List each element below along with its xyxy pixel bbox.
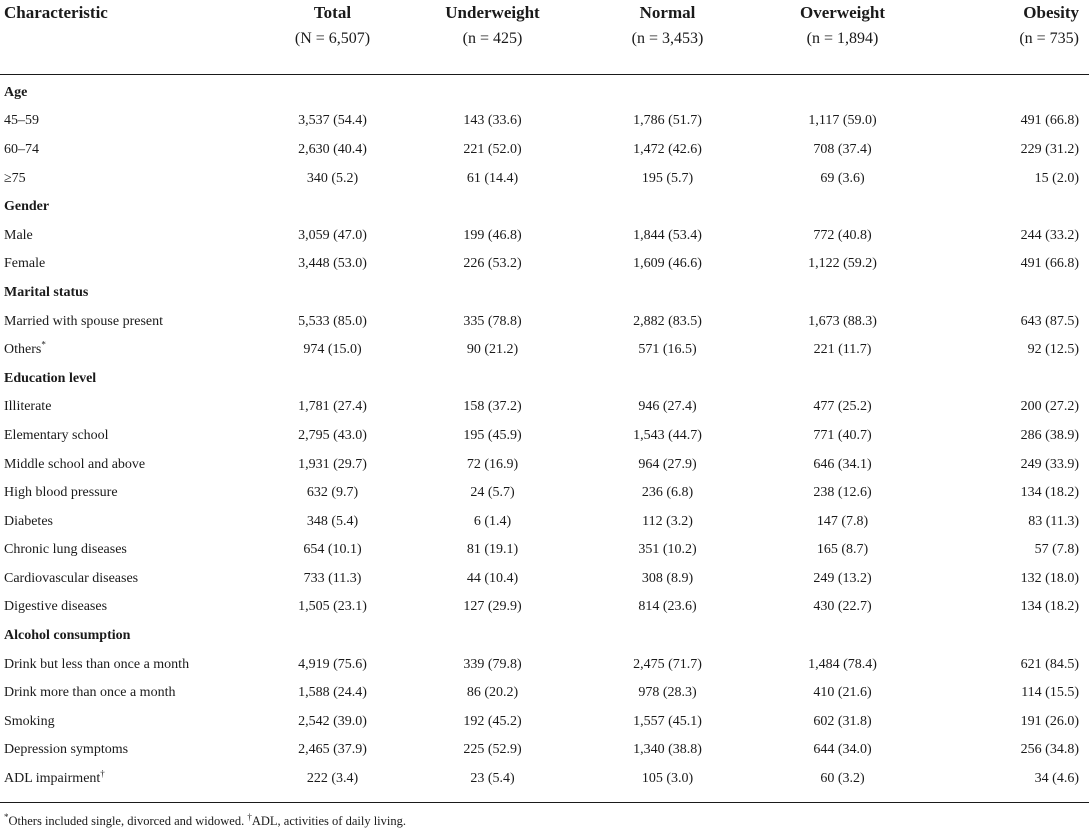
value-cell: 86 (20.2) bbox=[466, 685, 519, 701]
value-cell: 72 (16.9) bbox=[466, 456, 519, 472]
row-label-text: Chronic lung diseases bbox=[4, 542, 127, 558]
row-label bbox=[0, 650, 260, 679]
value-cell: 191 (26.0) bbox=[1020, 713, 1079, 729]
value-cell: 222 (3.4) bbox=[306, 771, 359, 787]
row-label-text: ADL impairment bbox=[4, 771, 101, 787]
row-label bbox=[0, 450, 260, 479]
row-label-text: Married with spouse present bbox=[4, 313, 164, 329]
value-cell: 236 (6.8) bbox=[641, 485, 694, 501]
row-label bbox=[0, 107, 260, 136]
row-label bbox=[0, 536, 260, 565]
value-cell: 1,588 (24.4) bbox=[298, 685, 367, 701]
row-label-text: Smoking bbox=[4, 713, 55, 729]
value-cell bbox=[405, 193, 580, 222]
row-label bbox=[0, 593, 260, 622]
value-cell: 4,919 (75.6) bbox=[298, 656, 367, 672]
value-cell: 632 (9.7) bbox=[306, 485, 359, 501]
value-cell: 114 (15.5) bbox=[1021, 685, 1079, 701]
value-cell: 1,786 (51.7) bbox=[633, 113, 702, 129]
value-cell: 1,781 (27.4) bbox=[298, 399, 367, 415]
table-row bbox=[0, 164, 1089, 193]
header-count: (n = 735) bbox=[1019, 30, 1079, 47]
value-cell: 147 (7.8) bbox=[816, 513, 869, 529]
row-label-text: Drink but less than once a month bbox=[4, 656, 190, 672]
value-cell: 256 (34.8) bbox=[1020, 742, 1079, 758]
row-label bbox=[0, 221, 260, 250]
value-cell: 491 (66.8) bbox=[1020, 256, 1079, 272]
value-cell: 3,448 (53.0) bbox=[298, 256, 367, 272]
value-cell bbox=[405, 622, 580, 651]
value-cell bbox=[260, 364, 405, 393]
value-cell: 221 (11.7) bbox=[813, 342, 872, 358]
value-cell: 1,484 (78.4) bbox=[808, 656, 877, 672]
table-row bbox=[0, 136, 1089, 165]
table-row bbox=[0, 107, 1089, 136]
value-cell: 477 (25.2) bbox=[813, 399, 872, 415]
table-row bbox=[0, 736, 1089, 765]
table-row bbox=[0, 450, 1089, 479]
value-cell bbox=[755, 279, 930, 308]
value-cell bbox=[930, 364, 1089, 393]
table-row bbox=[0, 393, 1089, 422]
value-cell: 602 (31.8) bbox=[813, 713, 872, 729]
value-cell: 1,844 (53.4) bbox=[633, 227, 702, 243]
header-row bbox=[0, 0, 1089, 74]
value-cell: 351 (10.2) bbox=[638, 542, 697, 558]
value-cell bbox=[260, 622, 405, 651]
section-row bbox=[0, 364, 1089, 393]
value-cell: 772 (40.8) bbox=[813, 227, 872, 243]
value-cell: 83 (11.3) bbox=[1028, 513, 1079, 529]
section-heading bbox=[0, 74, 260, 107]
row-label-text: Gender bbox=[4, 199, 50, 215]
table-row bbox=[0, 336, 1089, 365]
row-label-text: Age bbox=[4, 84, 28, 100]
value-cell: 571 (16.5) bbox=[638, 342, 697, 358]
row-label bbox=[0, 393, 260, 422]
value-cell: 90 (21.2) bbox=[466, 342, 519, 358]
table-row bbox=[0, 679, 1089, 708]
value-cell: 308 (8.9) bbox=[641, 570, 694, 586]
value-cell: 105 (3.0) bbox=[641, 771, 694, 787]
table-row bbox=[0, 221, 1089, 250]
header-count: (N = 6,507) bbox=[294, 30, 371, 47]
footnote-marker: † bbox=[100, 768, 105, 779]
value-cell: 134 (18.2) bbox=[1020, 599, 1079, 615]
value-cell: 814 (23.6) bbox=[638, 599, 697, 615]
table-body bbox=[0, 74, 1089, 793]
value-cell: 1,340 (38.8) bbox=[633, 742, 702, 758]
table-row bbox=[0, 507, 1089, 536]
row-label-text: 60–74 bbox=[4, 141, 39, 157]
row-label-text: Marital status bbox=[4, 284, 89, 300]
value-cell: 1,673 (88.3) bbox=[808, 313, 877, 329]
value-cell: 200 (27.2) bbox=[1020, 399, 1079, 415]
value-cell: 646 (34.1) bbox=[813, 456, 872, 472]
value-cell: 15 (2.0) bbox=[1034, 170, 1079, 186]
value-cell: 69 (3.6) bbox=[820, 170, 865, 186]
value-cell: 221 (52.0) bbox=[463, 141, 522, 157]
value-cell: 158 (37.2) bbox=[463, 399, 522, 415]
value-cell: 165 (8.7) bbox=[816, 542, 869, 558]
row-label-text: Alcohol consumption bbox=[4, 628, 131, 644]
value-cell: 339 (79.8) bbox=[463, 656, 522, 672]
value-cell: 134 (18.2) bbox=[1020, 485, 1079, 501]
section-row bbox=[0, 279, 1089, 308]
value-cell: 249 (13.2) bbox=[813, 570, 872, 586]
section-row bbox=[0, 193, 1089, 222]
table-row bbox=[0, 250, 1089, 279]
value-cell: 244 (33.2) bbox=[1020, 227, 1079, 243]
value-cell: 1,117 (59.0) bbox=[808, 113, 877, 129]
row-label-text: Middle school and above bbox=[4, 456, 146, 472]
row-label-text: Others bbox=[4, 342, 42, 358]
value-cell: 60 (3.2) bbox=[820, 771, 865, 787]
value-cell: 1,505 (23.1) bbox=[298, 599, 367, 615]
value-cell: 733 (11.3) bbox=[303, 570, 362, 586]
row-label-text: Digestive diseases bbox=[4, 599, 108, 615]
row-label-text: Female bbox=[4, 256, 46, 272]
section-heading bbox=[0, 279, 260, 308]
value-cell bbox=[930, 193, 1089, 222]
value-cell: 57 (7.8) bbox=[1034, 542, 1079, 558]
value-cell: 491 (66.8) bbox=[1020, 113, 1079, 129]
value-cell: 2,475 (71.7) bbox=[633, 656, 702, 672]
value-cell bbox=[580, 279, 755, 308]
value-cell: 225 (52.9) bbox=[463, 742, 522, 758]
table-footnote bbox=[4, 813, 406, 829]
value-cell: 44 (10.4) bbox=[466, 570, 519, 586]
header-title: Overweight bbox=[800, 3, 885, 22]
value-cell: 229 (31.2) bbox=[1020, 141, 1079, 157]
value-cell: 964 (27.9) bbox=[638, 456, 697, 472]
table-bottom-rule bbox=[0, 802, 1089, 803]
value-cell: 92 (12.5) bbox=[1027, 342, 1079, 358]
row-label bbox=[0, 708, 260, 737]
header-count: (n = 1,894) bbox=[806, 30, 879, 47]
value-cell: 34 (4.6) bbox=[1034, 771, 1079, 787]
value-cell bbox=[755, 193, 930, 222]
table-row bbox=[0, 479, 1089, 508]
value-cell: 249 (33.9) bbox=[1020, 456, 1079, 472]
value-cell: 226 (53.2) bbox=[463, 256, 522, 272]
value-cell: 2,795 (43.0) bbox=[298, 427, 367, 443]
value-cell bbox=[580, 622, 755, 651]
header-total bbox=[260, 0, 405, 74]
section-heading bbox=[0, 193, 260, 222]
row-label bbox=[0, 164, 260, 193]
value-cell bbox=[405, 364, 580, 393]
value-cell: 195 (45.9) bbox=[463, 427, 522, 443]
header-title: Characteristic bbox=[4, 3, 108, 22]
value-cell: 1,609 (46.6) bbox=[633, 256, 702, 272]
value-cell: 132 (18.0) bbox=[1020, 570, 1079, 586]
value-cell: 1,557 (45.1) bbox=[633, 713, 702, 729]
value-cell: 3,059 (47.0) bbox=[298, 227, 367, 243]
row-label bbox=[0, 736, 260, 765]
row-label-text: Male bbox=[4, 227, 33, 243]
row-label-text: Illiterate bbox=[4, 399, 52, 415]
value-cell: 708 (37.4) bbox=[813, 141, 872, 157]
table-row bbox=[0, 593, 1089, 622]
row-label bbox=[0, 422, 260, 451]
table-header bbox=[0, 0, 1089, 74]
value-cell: 1,543 (44.7) bbox=[633, 427, 702, 443]
table-row bbox=[0, 765, 1089, 794]
row-label-text: Diabetes bbox=[4, 513, 53, 529]
row-label bbox=[0, 136, 260, 165]
value-cell bbox=[260, 279, 405, 308]
row-label-text: ≥75 bbox=[4, 170, 26, 186]
row-label-text: 45–59 bbox=[4, 113, 39, 129]
value-cell: 2,542 (39.0) bbox=[298, 713, 367, 729]
header-obesity bbox=[930, 0, 1089, 74]
header-title: Obesity bbox=[1023, 3, 1079, 22]
table-row bbox=[0, 422, 1089, 451]
value-cell: 3,537 (54.4) bbox=[298, 113, 367, 129]
table-row bbox=[0, 650, 1089, 679]
header-characteristic bbox=[0, 0, 260, 74]
value-cell bbox=[580, 364, 755, 393]
table-row bbox=[0, 708, 1089, 737]
value-cell: 1,122 (59.2) bbox=[808, 256, 877, 272]
row-label bbox=[0, 250, 260, 279]
value-cell: 348 (5.4) bbox=[306, 513, 359, 529]
value-cell: 974 (15.0) bbox=[303, 342, 362, 358]
row-label-text: Cardiovascular diseases bbox=[4, 570, 139, 586]
header-title: Normal bbox=[639, 3, 696, 22]
value-cell: 127 (29.9) bbox=[463, 599, 522, 615]
header-normal bbox=[580, 0, 755, 74]
value-cell: 195 (5.7) bbox=[641, 170, 694, 186]
value-cell bbox=[930, 622, 1089, 651]
value-cell: 2,630 (40.4) bbox=[298, 141, 367, 157]
value-cell: 112 (3.2) bbox=[642, 513, 693, 529]
value-cell bbox=[405, 279, 580, 308]
row-label bbox=[0, 679, 260, 708]
header-count: (n = 425) bbox=[462, 30, 523, 47]
value-cell: 5,533 (85.0) bbox=[298, 313, 367, 329]
value-cell: 335 (78.8) bbox=[463, 313, 522, 329]
value-cell: 978 (28.3) bbox=[638, 685, 697, 701]
row-label bbox=[0, 507, 260, 536]
value-cell: 6 (1.4) bbox=[473, 513, 512, 529]
value-cell: 621 (84.5) bbox=[1020, 656, 1079, 672]
value-cell: 199 (46.8) bbox=[463, 227, 522, 243]
value-cell: 430 (22.7) bbox=[813, 599, 872, 615]
value-cell: 238 (12.6) bbox=[813, 485, 872, 501]
section-heading bbox=[0, 622, 260, 651]
value-cell: 654 (10.1) bbox=[303, 542, 362, 558]
footnote-mark-asterisk: * bbox=[4, 811, 9, 822]
value-cell: 340 (5.2) bbox=[306, 170, 359, 186]
table-row bbox=[0, 536, 1089, 565]
value-cell bbox=[930, 74, 1089, 107]
value-cell bbox=[755, 74, 930, 107]
row-label-text: Elementary school bbox=[4, 427, 109, 443]
value-cell: 2,882 (83.5) bbox=[633, 313, 702, 329]
row-label-text: High blood pressure bbox=[4, 485, 118, 501]
value-cell bbox=[580, 74, 755, 107]
value-cell bbox=[260, 74, 405, 107]
value-cell: 81 (19.1) bbox=[466, 542, 519, 558]
value-cell: 23 (5.4) bbox=[470, 771, 515, 787]
row-label-text: Drink more than once a month bbox=[4, 685, 176, 701]
value-cell: 410 (21.6) bbox=[813, 685, 872, 701]
row-label bbox=[0, 765, 260, 794]
value-cell: 143 (33.6) bbox=[463, 113, 522, 129]
table-row bbox=[0, 565, 1089, 594]
value-cell bbox=[930, 279, 1089, 308]
section-row bbox=[0, 622, 1089, 651]
value-cell: 771 (40.7) bbox=[813, 427, 872, 443]
row-label-text: Depression symptoms bbox=[4, 742, 129, 758]
footnote-text-others: Others included single, divorced and widowed. bbox=[8, 814, 248, 828]
table-row bbox=[0, 307, 1089, 336]
value-cell: 286 (38.9) bbox=[1020, 427, 1079, 443]
header-underweight bbox=[405, 0, 580, 74]
header-title: Total bbox=[313, 3, 352, 22]
value-cell: 192 (45.2) bbox=[463, 713, 522, 729]
row-label bbox=[0, 479, 260, 508]
row-label bbox=[0, 307, 260, 336]
header-overweight bbox=[755, 0, 930, 74]
value-cell bbox=[405, 74, 580, 107]
footnote-marker: * bbox=[41, 339, 46, 350]
header-count: (n = 3,453) bbox=[631, 30, 704, 47]
value-cell bbox=[755, 622, 930, 651]
row-label-text: Education level bbox=[4, 370, 97, 386]
footnote-text-adl: ADL, activities of daily living. bbox=[251, 814, 406, 828]
value-cell: 24 (5.7) bbox=[470, 485, 515, 501]
footnote-mark-dagger: † bbox=[247, 811, 252, 822]
row-label bbox=[0, 565, 260, 594]
section-row bbox=[0, 74, 1089, 107]
value-cell: 946 (27.4) bbox=[638, 399, 697, 415]
section-heading bbox=[0, 364, 260, 393]
header-title: Underweight bbox=[445, 3, 540, 22]
row-label bbox=[0, 336, 260, 365]
value-cell: 1,931 (29.7) bbox=[298, 456, 367, 472]
value-cell bbox=[755, 364, 930, 393]
value-cell: 643 (87.5) bbox=[1020, 313, 1079, 329]
value-cell: 61 (14.4) bbox=[466, 170, 519, 186]
value-cell: 1,472 (42.6) bbox=[633, 141, 702, 157]
value-cell: 2,465 (37.9) bbox=[298, 742, 367, 758]
value-cell: 644 (34.0) bbox=[813, 742, 872, 758]
value-cell bbox=[580, 193, 755, 222]
value-cell bbox=[260, 193, 405, 222]
